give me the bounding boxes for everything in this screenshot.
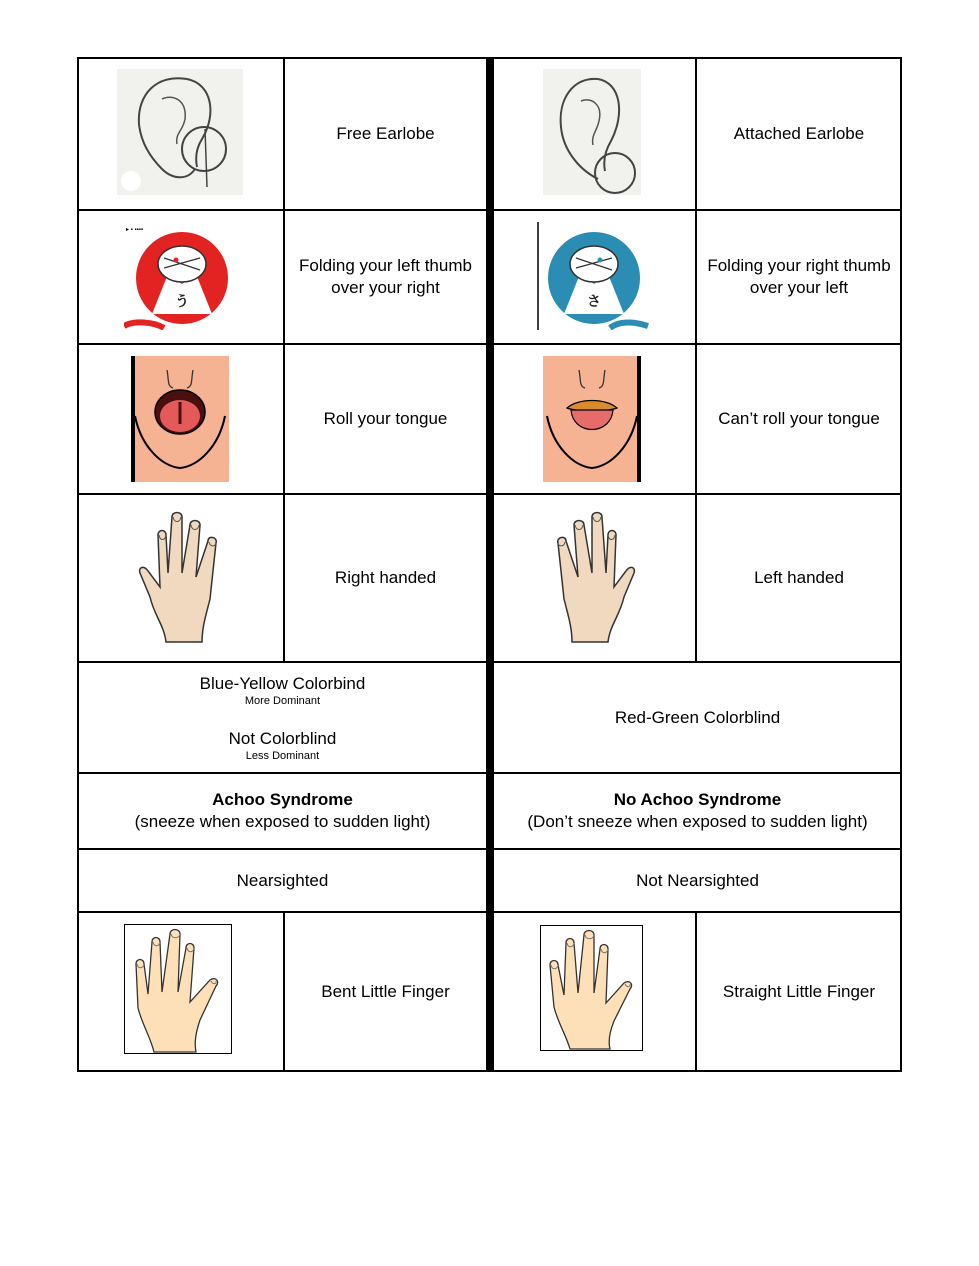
less-dominant-note: Less Dominant xyxy=(245,749,320,762)
free-earlobe-image xyxy=(117,69,243,195)
cant-roll-tongue-label: Can’t roll your tongue xyxy=(718,409,880,428)
svg-text:さ: さ xyxy=(587,293,601,309)
achoo-syndrome-title: Achoo Syndrome xyxy=(212,790,353,809)
attached-earlobe-image xyxy=(543,69,641,195)
straight-little-finger-image xyxy=(540,925,643,1051)
not-colorblind-label: Not Colorblind xyxy=(228,728,337,748)
achoo-right-cell xyxy=(494,774,901,848)
attached-earlobe-label: Attached Earlobe xyxy=(733,124,865,143)
right-handed-label: Right handed xyxy=(334,568,437,587)
straight-little-finger-label: Straight Little Finger xyxy=(722,981,876,1001)
svg-text:う: う xyxy=(175,293,189,309)
bent-little-finger-image xyxy=(124,924,232,1054)
no-achoo-syndrome-title: No Achoo Syndrome xyxy=(613,790,782,809)
left-hand-image xyxy=(548,507,638,645)
right-thumb-fold-image xyxy=(536,222,650,330)
free-earlobe-label: Free Earlobe xyxy=(336,124,435,143)
bent-little-finger-label: Bent Little Finger xyxy=(321,981,450,1001)
left-handed-label: Left handed xyxy=(754,568,844,587)
red-green-colorblind-label: Red-Green Colorblind xyxy=(614,707,781,727)
no-achoo-syndrome-desc: (Don’t sneeze when exposed to sudden light) xyxy=(527,812,868,831)
unrolled-tongue-image xyxy=(543,356,641,482)
not-nearsighted-label: Not Nearsighted xyxy=(636,870,759,890)
svg-text:▸ ▪ ▪▪▪▪: ▸ ▪ ▪▪▪▪ xyxy=(126,227,143,233)
more-dominant-note: More Dominant xyxy=(244,694,321,707)
right-hand-image xyxy=(136,507,226,645)
rolled-tongue-image xyxy=(131,356,229,482)
left-thumb-fold-image xyxy=(124,222,236,330)
achoo-left-cell xyxy=(79,774,486,848)
achoo-syndrome-desc: (sneeze when exposed to sudden light) xyxy=(134,812,431,831)
colorblind-left-cell xyxy=(79,663,486,772)
center-divider xyxy=(486,57,494,1072)
roll-tongue-label: Roll your tongue xyxy=(323,409,448,428)
right-thumb-fold-label: Folding your right thumb over your left xyxy=(707,256,891,297)
nearsighted-label: Nearsighted xyxy=(236,870,329,890)
blue-yellow-colorblind-label: Blue-Yellow Colorbind xyxy=(199,673,366,693)
left-thumb-fold-label: Folding your left thumb over your right xyxy=(299,256,472,297)
